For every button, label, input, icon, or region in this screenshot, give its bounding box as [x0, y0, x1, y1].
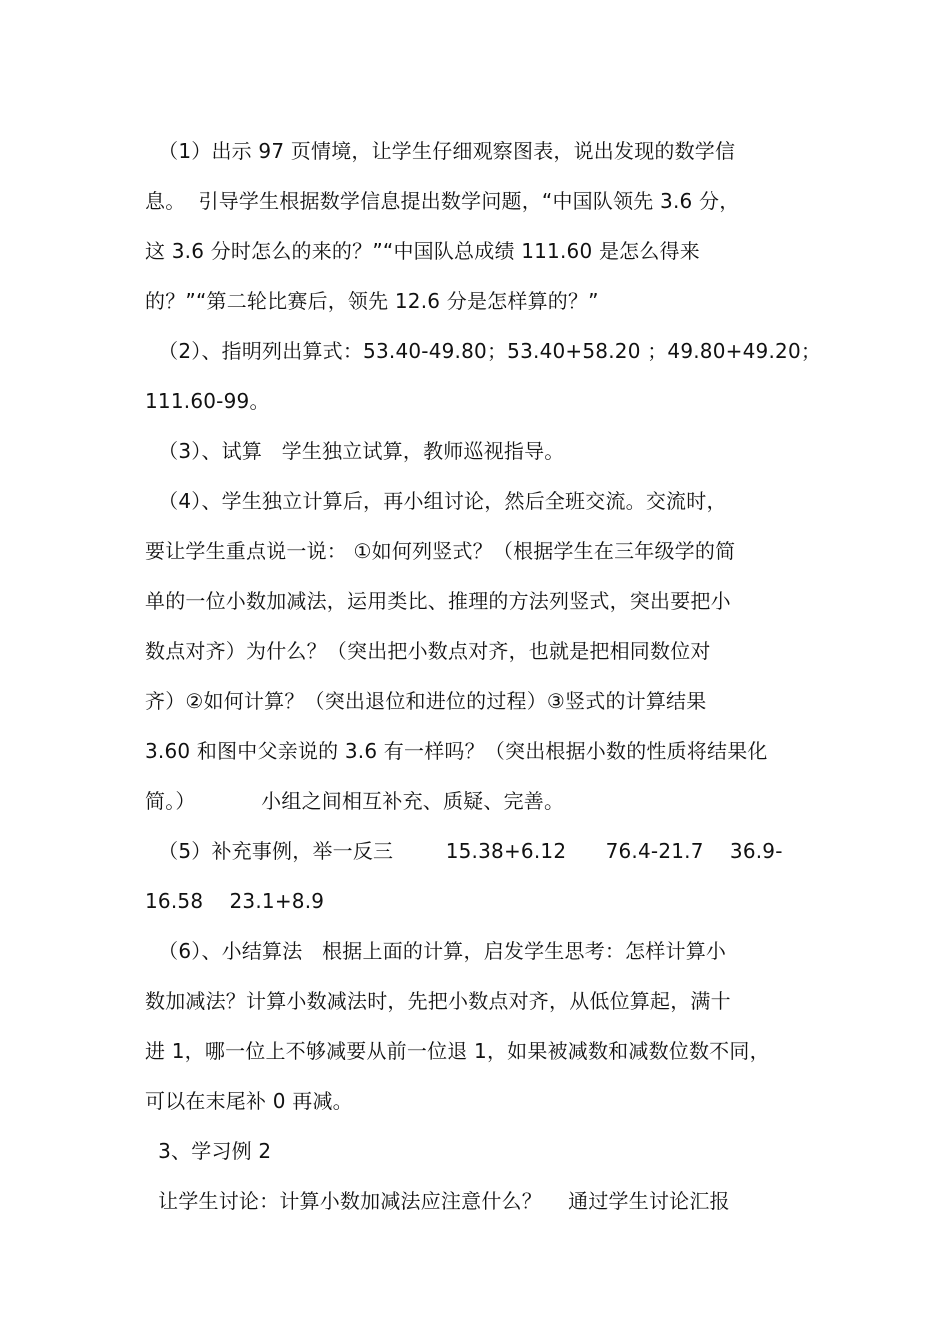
- section-heading: 3、学习例 2: [145, 1139, 272, 1163]
- text-line: 单的一位小数加减法，运用类比、推理的方法列竖式，突出要把小: [145, 589, 731, 613]
- text-line: （1）出示 97 页情境，让学生仔细观察图表，说出发现的数学信: [145, 139, 736, 163]
- text-line: 数加减法？计算小数减法时，先把小数点对齐，从低位算起，满十: [145, 989, 731, 1013]
- text-line: 进 1，哪一位上不够减要从前一位退 1，如果被减数和减数位数不同，: [145, 1039, 770, 1063]
- text-line: 这 3.6 分时怎么的来的？”“中国队总成绩 111.60 是怎么得来: [145, 239, 700, 263]
- text-line: （4）、学生独立计算后，再小组讨论，然后全班交流。交流时，: [145, 489, 727, 513]
- text-line: 简。） 小组之间相互补充、质疑、完善。: [145, 789, 565, 813]
- text-line: 让学生讨论：计算小数加减法应注意什么？ 通过学生讨论汇报: [145, 1189, 730, 1213]
- text-line: 齐）②如何计算？（突出退位和进位的过程）③竖式的计算结果: [145, 689, 707, 713]
- text-line: 的？”“第二轮比赛后，领先 12.6 分是怎样算的？”: [145, 289, 599, 313]
- text-line: 要让学生重点说一说： ①如何列竖式？（根据学生在三年级学的简: [145, 539, 736, 563]
- text-line: （5）补充事例，举一反三 15.38+6.12 76.4-21.7 36.9-: [145, 839, 783, 863]
- text-line: （2）、指明列出算式：53.40-49.80；53.40+58.20 ；49.80+49.20；: [145, 339, 822, 363]
- text-line: 111.60-99。: [145, 389, 270, 413]
- text-line: （3）、试算 学生独立试算，教师巡视指导。: [145, 439, 565, 463]
- text-line: 息。 引导学生根据数学信息提出数学问题，“中国队领先 3.6 分，: [145, 189, 740, 213]
- text-line: （6）、小结算法 根据上面的计算，启发学生思考：怎样计算小: [145, 939, 727, 963]
- text-line: 3.60 和图中父亲说的 3.6 有一样吗？（突出根据小数的性质将结果化: [145, 739, 768, 763]
- text-line: 数点对齐）为什么？（突出把小数点对齐，也就是把相同数位对: [145, 639, 711, 663]
- text-line: 16.58 23.1+8.9: [145, 889, 325, 913]
- text-line: 可以在末尾补 0 再减。: [145, 1089, 353, 1113]
